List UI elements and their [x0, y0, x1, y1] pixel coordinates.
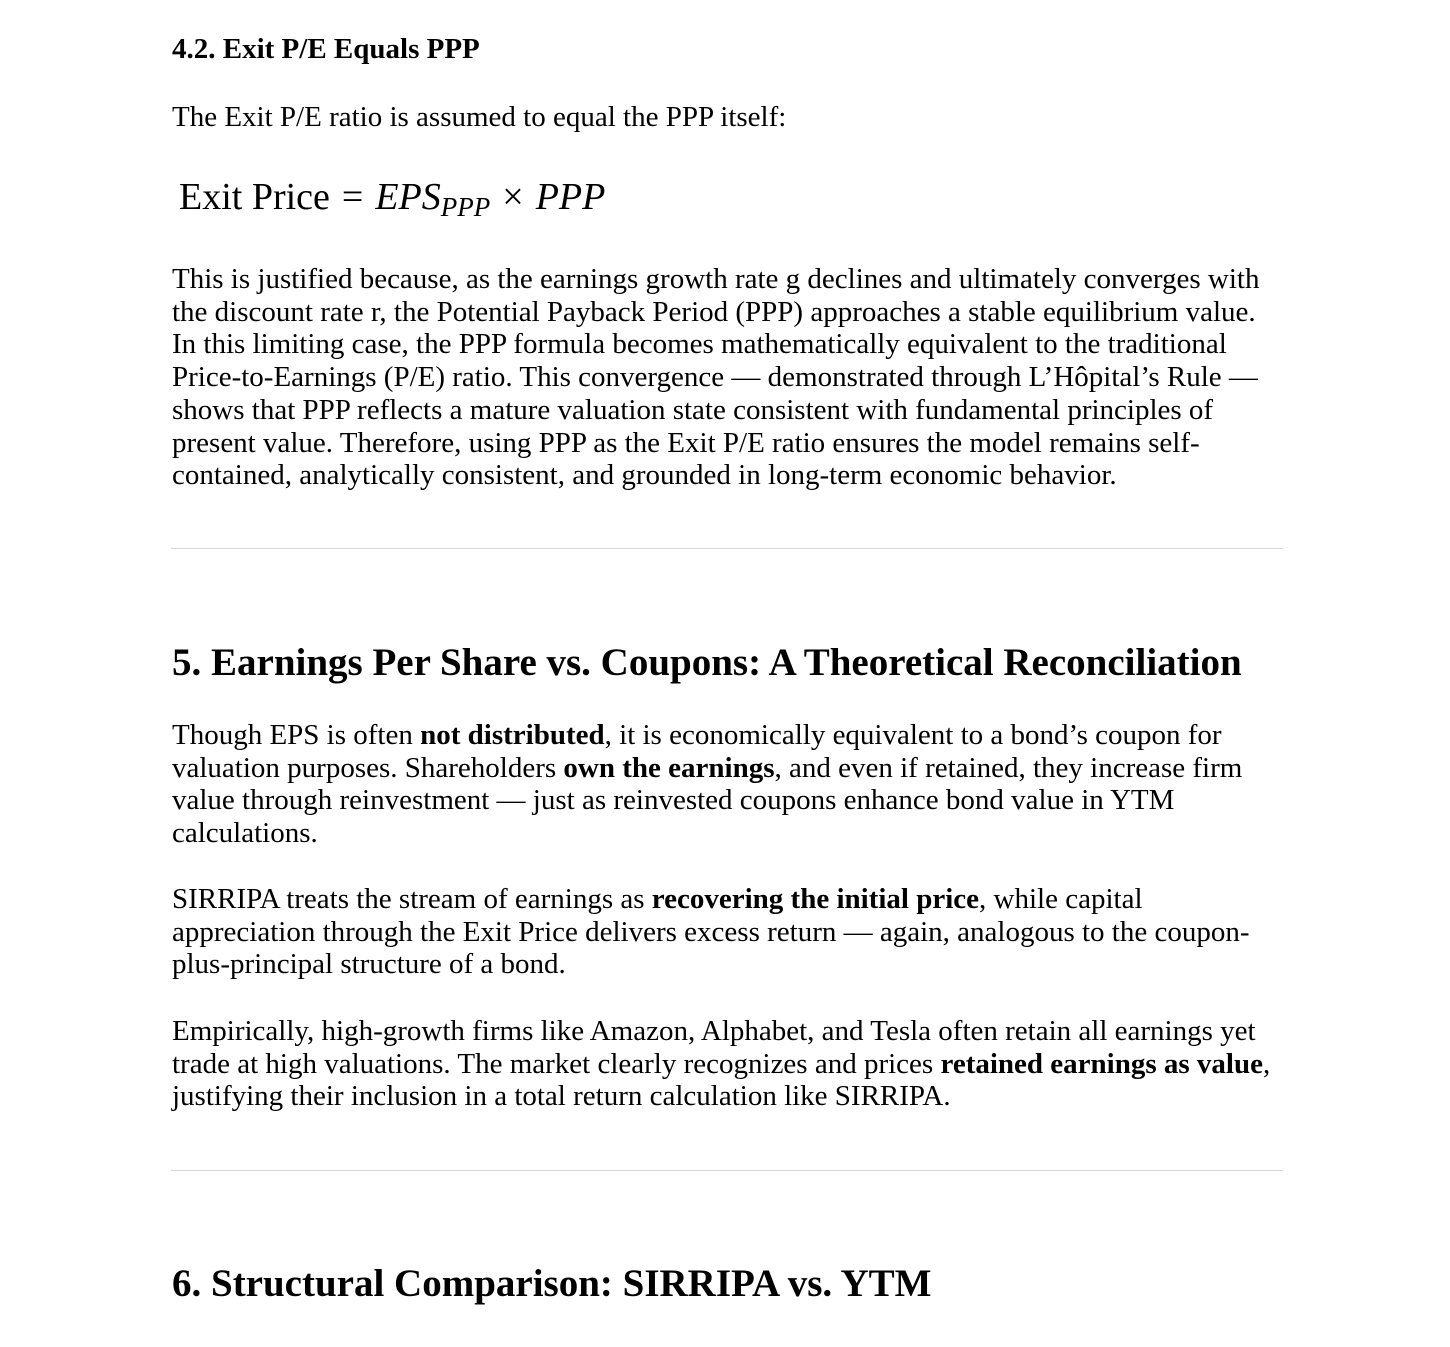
section-divider: [171, 548, 1283, 549]
section-4-2-heading: 4.2. Exit P/E Equals PPP: [172, 33, 480, 65]
formula-ppp: PPP: [535, 176, 606, 218]
text-run: Though EPS is often: [172, 719, 421, 751]
section-5-paragraph-3: [172, 1015, 1287, 1113]
formula-eps-subscript: PPP: [440, 192, 491, 222]
section-4-2-intro: The Exit P/E ratio is assumed to equal the PPP itself:: [172, 101, 787, 133]
text-run: , justifying their inclusion in a total return calculation like SIRRIPA.: [172, 1047, 1271, 1113]
exit-price-formula: [179, 172, 605, 222]
text-run: Empirically, high-growth firms like Amazon, Alphabet, and Tesla often retain all earnings yet trade at high valuations. The market clearly recognizes and prices: [172, 1015, 1256, 1080]
text-run: , it is economically equivalent to a bond’s coupon for valuation purposes. Shareholders: [172, 719, 1222, 784]
text-run: , and even if retained, they increase firm value through reinvestment — just as reinvested coupons enhance bond value in YTM calculations.: [172, 751, 1243, 850]
section-4-2-paragraph: This is justified because, as the earnings growth rate g declines and ultimately converges with the discount rate r, the Potential Payback Period (PPP) approaches a stable equilibrium value. In this limiting case, the PPP formula becomes mathematically equivalent to the traditional Price-to-Earnings (P/E) ratio. This convergence — demonstrated through L’Hôpital’s Rule — shows that PPP reflects a mature valuation state consistent with fundamental principles of present value. Therefore, using PPP as the Exit P/E ratio ensures the model remains self-contained, analytically consistent, and grounded in long-term economic behavior.: [172, 263, 1260, 492]
text-run: , while capital appreciation through the Exit Price delivers excess return — again, analogous to the coupon-plus-principal structure of a bond.: [172, 883, 1250, 981]
formula-times: ×: [502, 176, 524, 218]
formula-lhs: Exit Price: [179, 176, 330, 218]
bold-run: recovering the initial price: [651, 883, 980, 915]
bold-run: own the earnings: [563, 751, 775, 784]
text-run: SIRRIPA treats the stream of earnings as: [172, 883, 652, 915]
formula-equals: =: [341, 176, 364, 218]
section-6-heading: 6. Structural Comparison: SIRRIPA vs. YTM: [172, 1262, 932, 1305]
section-5-paragraph-1: [172, 719, 1287, 850]
section-5-heading: 5. Earnings Per Share vs. Coupons: A Theoretical Reconciliation: [172, 641, 1242, 684]
bold-run: retained earnings as value: [940, 1047, 1263, 1080]
bold-run: not distributed: [420, 719, 605, 751]
formula-eps: EPS: [375, 176, 441, 218]
section-5-paragraph-2: [172, 883, 1287, 981]
section-divider: [171, 1170, 1283, 1171]
